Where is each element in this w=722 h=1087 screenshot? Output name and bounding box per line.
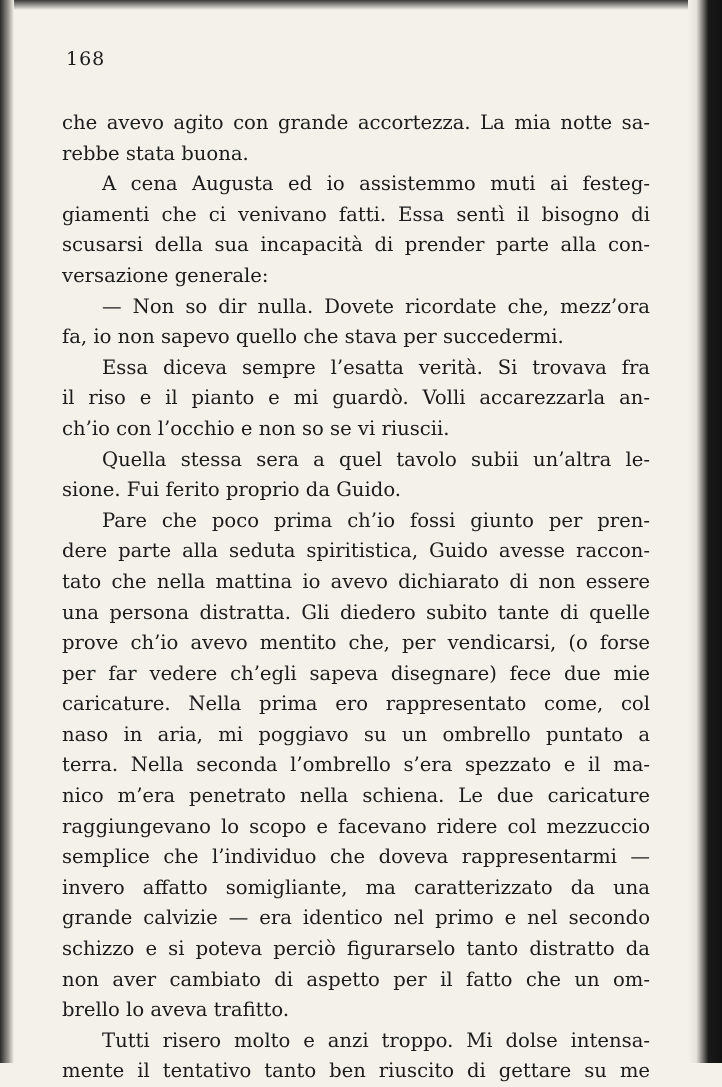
text-line: fa, io non sapevo quello che stava per succedermi. <box>62 325 564 349</box>
text-line: semplice che l’individuo che doveva rappresentarmi — <box>62 845 650 869</box>
text-line: scusarsi della sua incapacità di prender parte alla con- <box>62 233 650 257</box>
book-gutter <box>688 0 722 1063</box>
text-line: naso in aria, mi poggiavo su un ombrello puntato a <box>62 722 650 746</box>
scan-left-edge <box>0 0 14 1063</box>
text-line: dere parte alla seduta spiritistica, Guido avesse raccon- <box>62 539 650 563</box>
text-line: rebbe stata buona. <box>62 141 249 165</box>
text-line: raggiungevano lo scopo e facevano ridere col mezzuccio <box>62 814 650 838</box>
text-line: tato che nella mattina io avevo dichiarato di non essere <box>62 569 650 593</box>
text-line: il riso e il pianto e mi guardò. Volli accarezzarla an- <box>62 386 650 410</box>
text-line: nico m’era penetrato nella schiena. Le due caricature <box>62 784 650 808</box>
text-line: sione. Fui ferito proprio da Guido. <box>62 478 401 502</box>
text-line: versazione generale: <box>62 263 269 287</box>
page-number: 168 <box>66 48 106 70</box>
text-line: per far vedere ch’egli sapeva disegnare) fece due mie <box>62 661 650 685</box>
text-line: Essa diceva sempre l’esatta verità. Si trovava fra <box>102 355 650 379</box>
text-line: caricature. Nella prima ero rappresentato come, col <box>62 692 650 716</box>
text-line: una persona distratta. Gli diedero subito tante di quelle <box>62 600 650 624</box>
text-line: schizzo e si poteva perciò figurarselo tanto distratto da <box>62 937 650 961</box>
text-line: Quella stessa sera a quel tavolo subii un’altra le- <box>102 447 650 471</box>
text-line: grande calvizie — era identico nel primo e nel secondo <box>62 906 650 930</box>
text-line: mente il tentativo tanto ben riuscito di gettare su me <box>62 1059 650 1083</box>
scan-top-edge <box>0 0 722 10</box>
text-line: — Non so dir nulla. Dovete ricordate che, mezz’ora <box>102 294 650 318</box>
text-line: Pare che poco prima ch’io fossi giunto per pren- <box>102 508 650 532</box>
text-line: brello lo aveva trafitto. <box>62 998 290 1022</box>
text-line: prove ch’io avevo mentito che, per vendicarsi, (o forse <box>62 631 650 655</box>
body-text <box>62 108 650 1087</box>
text-line: che avevo agito con grande accortezza. La mia notte sa- <box>62 111 650 134</box>
text-line: invero affatto somigliante, ma caratterizzato da una <box>62 875 650 899</box>
text-line: non aver cambiato di aspetto per il fatto che un om- <box>62 967 650 991</box>
text-line: giamenti che ci venivano fatti. Essa sentì il bisogno di <box>62 202 650 226</box>
text-line: Tutti risero molto e anzi troppo. Mi dolse intensa- <box>102 1028 650 1052</box>
text-line: A cena Augusta ed io assistemmo muti ai festeg- <box>102 172 650 196</box>
text-line: terra. Nella seconda l’ombrello s’era spezzato e il ma- <box>62 753 650 777</box>
text-line: ch’io con l’occhio e non so se vi riuscii. <box>62 416 450 440</box>
